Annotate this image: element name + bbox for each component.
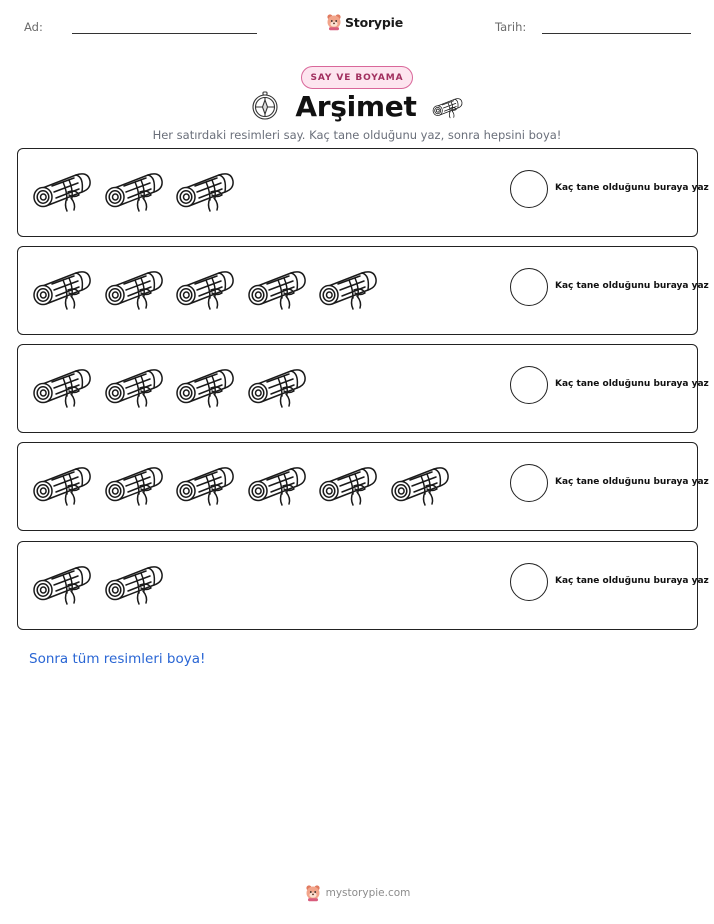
scroll-icon[interactable] (245, 265, 307, 311)
counting-row (17, 442, 709, 531)
answer-label: Kaç tane olduğunu buraya yaz (555, 281, 709, 291)
answer-circle[interactable] (510, 563, 548, 601)
date-write-line[interactable] (542, 33, 691, 34)
scroll-icon[interactable] (173, 265, 235, 311)
answer-label: Kaç tane olduğunu buraya yaz (555, 379, 709, 389)
scroll-icon[interactable] (30, 167, 92, 213)
footer (0, 884, 714, 902)
brand-logo (325, 13, 403, 31)
scroll-icon[interactable] (102, 363, 164, 409)
answer-circle[interactable] (510, 464, 548, 502)
answer-circle[interactable] (510, 366, 548, 404)
scroll-icon[interactable] (30, 560, 92, 606)
scroll-icon[interactable] (30, 265, 92, 311)
row-items (30, 560, 173, 606)
instructions-text: Her satırdaki resimleri say. Kaç tane olduğunu yaz, sonra hepsini boya! (152, 128, 562, 142)
scroll-icon[interactable] (102, 461, 164, 507)
coloring-prompt: Sonra tüm resimleri boya! (29, 651, 206, 667)
row-items (30, 167, 245, 213)
counting-row (17, 246, 709, 335)
compass-icon (251, 91, 279, 123)
scroll-icon[interactable] (102, 265, 164, 311)
counting-row (17, 148, 709, 237)
name-write-line[interactable] (72, 33, 257, 34)
scroll-icon[interactable] (173, 461, 235, 507)
scroll-icon[interactable] (173, 363, 235, 409)
bear-mascot-icon (325, 13, 343, 31)
scroll-icon[interactable] (316, 265, 378, 311)
name-label: Ad: (24, 20, 43, 34)
row-items (30, 461, 459, 507)
answer-circle[interactable] (510, 170, 548, 208)
title-row (0, 90, 714, 123)
scroll-icon[interactable] (388, 461, 450, 507)
answer-label: Kaç tane olduğunu buraya yaz (555, 183, 709, 193)
counting-row (17, 541, 709, 630)
date-label: Tarih: (495, 20, 527, 34)
row-items (30, 363, 316, 409)
bear-mascot-icon (304, 884, 322, 902)
scroll-icon (431, 95, 463, 119)
scroll-icon[interactable] (245, 363, 307, 409)
answer-label: Kaç tane olduğunu buraya yaz (555, 576, 709, 586)
row-items (30, 265, 388, 311)
activity-badge: SAY VE BOYAMA (301, 66, 413, 89)
scroll-icon[interactable] (245, 461, 307, 507)
answer-label: Kaç tane olduğunu buraya yaz (555, 477, 709, 487)
scroll-icon[interactable] (30, 461, 92, 507)
scroll-icon[interactable] (102, 560, 164, 606)
counting-row (17, 344, 709, 433)
scroll-icon[interactable] (30, 363, 92, 409)
scroll-icon[interactable] (173, 167, 235, 213)
page-title: Arşimet (295, 90, 417, 123)
brand-name: Storypie (345, 14, 403, 30)
scroll-icon[interactable] (102, 167, 164, 213)
footer-url: mystorypie.com (325, 887, 411, 899)
answer-circle[interactable] (510, 268, 548, 306)
scroll-icon[interactable] (316, 461, 378, 507)
